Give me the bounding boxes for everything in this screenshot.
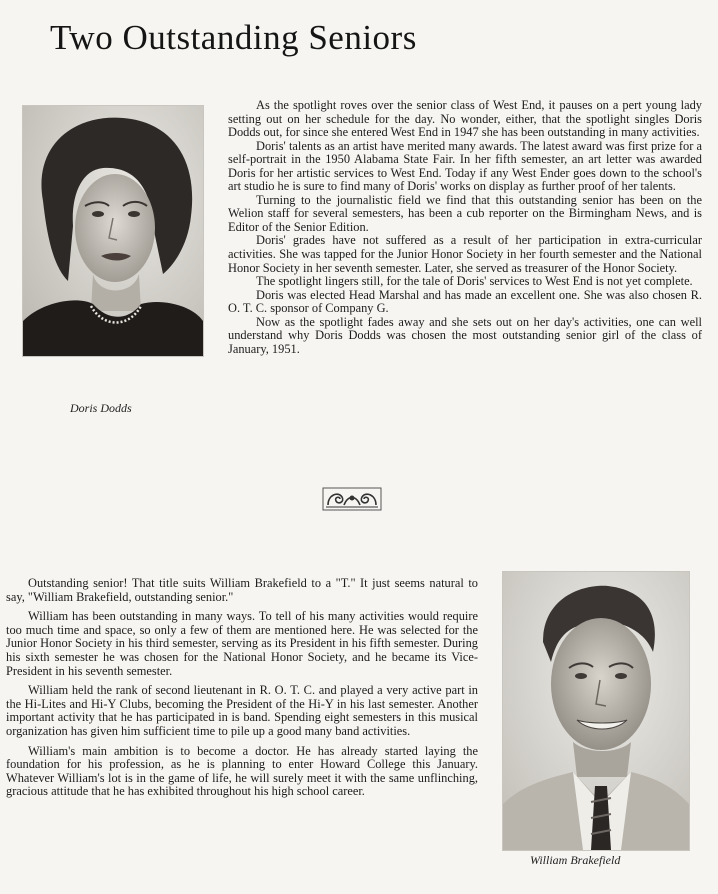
doris-paragraph: Now as the spotlight fades away and she sets out on her day's activities, one can well understand why Doris Dodds was chosen the most outstanding senior girl of the class of January, 1951. bbox=[228, 314, 702, 356]
william-paragraph: Outstanding senior! That title suits William Brakefield to a "T." It just seems natural to say, "William Brakefield, outstanding senior." bbox=[6, 576, 478, 604]
doris-paragraph: Turning to the journalistic field we find that this outstanding senior has been on the Welion staff for several semesters, has been a cub reporter on the Birmingham News, and is Editor of the Senior Edition. bbox=[228, 192, 702, 234]
william-paragraph: William has been outstanding in many ways. To tell of his many activities would require too much time and space, so only a few of them are mentioned here. He was selected for the Junior Honor Society in his third semester, serving as its President in his fifth semester. During his sixth semester he was chosen for the National Honor Society, and he became its Vice-President in his seventh semester. bbox=[6, 609, 478, 678]
doris-portrait bbox=[22, 105, 204, 357]
william-article bbox=[6, 577, 478, 805]
doris-paragraph: The spotlight lingers still, for the tale of Doris' services to West End is not yet complete. bbox=[256, 274, 693, 289]
william-paragraph: William held the rank of second lieutenant in R. O. T. C. and played a very active part in the Hi-Lites and Hi-Y Clubs, becoming the President of the Hi-Y in his last semester. Another important activity that he has participated in is band. Spending eight semesters in this musical organization has given him sufficient time to pile up a good many band activities. bbox=[6, 683, 478, 738]
doris-article bbox=[228, 99, 702, 356]
doris-paragraph: Doris' talents as an artist have merited many awards. The latest award was first prize for a self-portrait in the 1950 Alabama State Fair. In her fifth semester, an art letter was awarded Doris for her artistic services to West End. Today if any West Ender goes down to the school's art studio he is sure to find many of Doris' works on display as further proof of her talents. bbox=[228, 138, 702, 194]
william-paragraph: William's main ambition is to become a doctor. He has already started laying the foundation for his profession, as he is planning to enter Howard College this January. Whatever William's lot is in the game of life, he will surely meet it with the same unflinching, gracious attitude that he has exhibited throughout his high school career. bbox=[6, 743, 478, 799]
doris-paragraph: Doris' grades have not suffered as a result of her participation in extra-curricular activities. She was tapped for the Junior Honor Society in her fourth semester and the National Honor Society in her seventh semester. Later, she served as treasurer of the Honor Society. bbox=[228, 233, 702, 275]
doris-paragraph: As the spotlight roves over the senior class of West End, it pauses on a pert young lady setting out on her schedule for the day. No wonder, either, that the spotlight singles Doris Dodds out, for since she entered West End in 1947 she has been outstanding in many activities. bbox=[228, 98, 702, 140]
william-portrait-image bbox=[503, 572, 689, 850]
william-caption: William Brakefield bbox=[530, 853, 621, 867]
doris-portrait-image bbox=[23, 106, 203, 356]
doris-caption: Doris Dodds bbox=[70, 401, 132, 415]
page-title: Two Outstanding Seniors bbox=[50, 18, 417, 57]
doris-paragraph: Doris was elected Head Marshal and has made an excellent one. She was also chosen R. O. T. C. sponsor of Company G. bbox=[228, 287, 702, 316]
william-portrait bbox=[502, 571, 690, 851]
scroll-ornament-icon bbox=[322, 487, 382, 511]
